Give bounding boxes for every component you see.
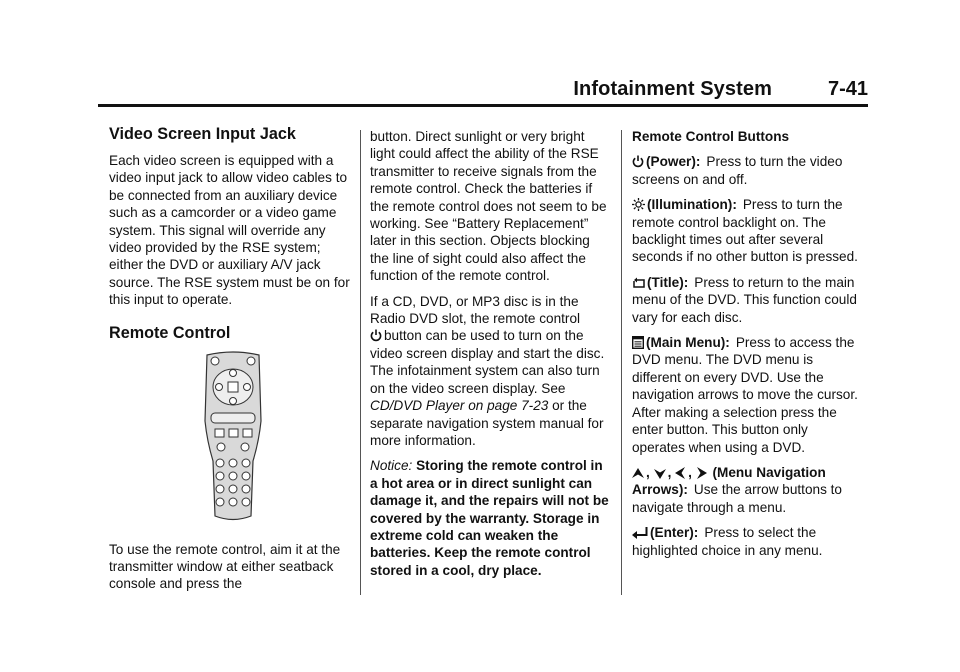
button-description — [632, 274, 864, 326]
button-text: Press to access the DVD menu. The DVD menu is different on every DVD. Use the navigation arrows to move the cursor. After making a selection press the enter button. This button only operates when using a DVD. — [632, 335, 858, 455]
notice — [370, 457, 610, 579]
cross-reference-link[interactable]: CD/DVD Player on page 7-23 — [370, 398, 549, 414]
button-label: (Power): — [646, 154, 701, 170]
text-span: If a CD, DVD, or MP3 disc is in the Radio DVD slot, the remote control — [370, 293, 581, 327]
arrow-right-icon — [696, 467, 707, 479]
column-divider — [621, 130, 622, 595]
text-span: or the separate navigation system manual for more information. — [370, 398, 604, 448]
button-text: Use the arrow buttons to navigate through a menu. — [632, 482, 842, 515]
column-2 — [370, 128, 610, 587]
remote-control-image — [201, 351, 265, 523]
button-description — [632, 464, 864, 516]
page-header — [98, 74, 868, 107]
title-icon — [632, 277, 645, 289]
button-text: Press to return to the main menu of the DVD. This function could vary for each disc. — [632, 274, 857, 325]
arrows-icon: , , , — [632, 465, 712, 480]
power-icon — [370, 329, 382, 342]
button-label: (Title): — [647, 274, 689, 290]
notice-text: Storing the remote control in a hot area or in direct sunlight can damage it, and the repairs will not be covered by the warranty. Storage in extreme cold can weaken the batteries. Keep the remote control stored in a cool, dry place. — [370, 458, 609, 578]
heading-video-input-jack: Video Screen Input Jack — [109, 125, 296, 143]
button-text: Press to turn the remote control backlight on. The backlight times out after several seconds if no other button is pressed. — [632, 197, 858, 265]
arrow-down-icon — [654, 468, 666, 479]
arrow-left-icon — [675, 467, 686, 479]
illumination-icon — [632, 198, 645, 211]
paragraph — [370, 293, 610, 450]
button-description — [632, 153, 864, 188]
paragraph: To use the remote control, aim it at the transmitter window at either seatback console and press the — [109, 541, 341, 592]
column-1 — [109, 124, 354, 601]
main-menu-icon — [632, 336, 644, 349]
arrow-up-icon — [632, 468, 644, 479]
column-3 — [632, 128, 864, 567]
button-label: (Enter): — [650, 525, 699, 541]
power-icon — [632, 155, 644, 168]
column-divider — [360, 130, 361, 595]
button-label: (Menu Navigation Arrows): — [632, 464, 826, 498]
text-span: button can be used to turn on the video screen display and start the disc. The infotainment system can also turn on the video screen display. See — [370, 328, 605, 396]
heading-remote-buttons: Remote Control Buttons — [632, 129, 790, 144]
button-text: Press to turn the video screens on and off. — [632, 154, 843, 187]
button-description — [632, 524, 864, 559]
enter-icon — [632, 527, 648, 539]
heading-remote-control: Remote Control — [109, 323, 231, 342]
paragraph: button. Direct sunlight or very bright light could affect the ability of the RSE transmitter to receive signals from the remote control. Check the batteries if the remote control does not seem to be working. See “Battery Replacement” later in this section. Objects blocking the line of sight could also affect the function of the remote control. — [370, 129, 607, 284]
button-label: (Illumination): — [647, 197, 737, 213]
button-description — [632, 334, 864, 456]
button-description — [632, 196, 864, 266]
page-number: 7-41 — [827, 78, 868, 100]
notice-label: Notice: — [370, 458, 413, 474]
button-label: (Main Menu): — [646, 335, 730, 351]
remote-control-illustration — [109, 351, 354, 531]
section-title: Infotainment System — [573, 78, 772, 100]
button-text: Press to select the highlighted choice in any menu. — [632, 525, 823, 558]
paragraph: Each video screen is equipped with a video input jack to allow video cables to be connected from an auxiliary device such as a camcorder or a video game system. This signal will override any video provided by the RSE system; either the DVD or auxiliary A/V jack source. The RSE system must be on for this input to operate. — [109, 153, 350, 308]
